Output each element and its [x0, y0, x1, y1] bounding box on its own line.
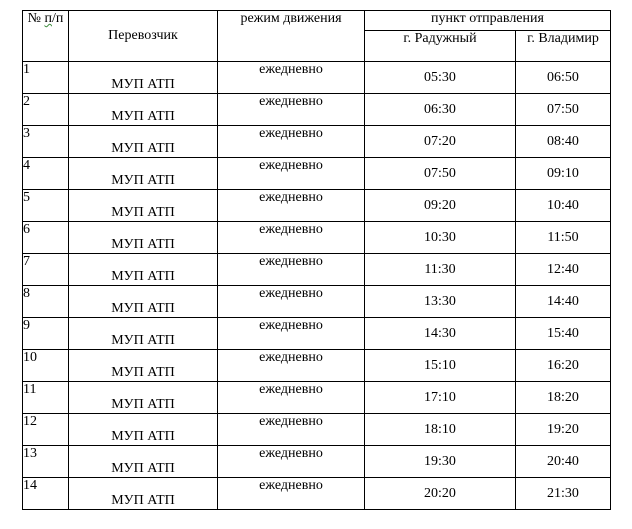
carrier-cell: МУП АТП: [69, 94, 218, 126]
departure-vladimir-cell: 09:10: [516, 158, 611, 190]
departure-raduzhny-cell: 10:30: [365, 222, 516, 254]
mode-cell: ежедневно: [218, 414, 365, 446]
row-number: 12: [23, 414, 69, 446]
mode-cell: ежедневно: [218, 62, 365, 94]
mode-cell: ежедневно: [218, 478, 365, 510]
mode-cell: ежедневно: [218, 382, 365, 414]
table-row: [23, 158, 611, 190]
mode-cell: ежедневно: [218, 318, 365, 350]
departure-vladimir-cell: 07:50: [516, 94, 611, 126]
departure-raduzhny-cell: 07:50: [365, 158, 516, 190]
row-number: 11: [23, 382, 69, 414]
header-number-suffix: /п: [51, 11, 64, 26]
departure-vladimir-cell: 18:20: [516, 382, 611, 414]
departure-raduzhny-cell: 07:20: [365, 126, 516, 158]
table-row: [23, 62, 611, 94]
header-departure-group: пункт отправления: [365, 11, 611, 31]
row-number: 8: [23, 286, 69, 318]
mode-cell: ежедневно: [218, 126, 365, 158]
header-carrier: Перевозчик: [69, 11, 218, 62]
departure-vladimir-cell: 06:50: [516, 62, 611, 94]
header-number-prefix: №: [27, 11, 45, 26]
carrier-cell: МУП АТП: [69, 446, 218, 478]
row-number: 10: [23, 350, 69, 382]
departure-vladimir-cell: 14:40: [516, 286, 611, 318]
row-number: 6: [23, 222, 69, 254]
row-number: 2: [23, 94, 69, 126]
carrier-cell: МУП АТП: [69, 158, 218, 190]
table-row: [23, 382, 611, 414]
schedule-table: [22, 10, 611, 510]
table-row: [23, 478, 611, 510]
departure-vladimir-cell: 16:20: [516, 350, 611, 382]
carrier-cell: МУП АТП: [69, 190, 218, 222]
departure-vladimir-cell: 20:40: [516, 446, 611, 478]
carrier-cell: МУП АТП: [69, 254, 218, 286]
mode-cell: ежедневно: [218, 254, 365, 286]
header-from-raduzhny: г. Радужный: [365, 31, 516, 62]
table-body: [23, 62, 611, 510]
departure-vladimir-cell: 10:40: [516, 190, 611, 222]
departure-vladimir-cell: 12:40: [516, 254, 611, 286]
departure-raduzhny-cell: 06:30: [365, 94, 516, 126]
row-number: 7: [23, 254, 69, 286]
table-row: [23, 126, 611, 158]
table-row: [23, 286, 611, 318]
row-number: 1: [23, 62, 69, 94]
departure-raduzhny-cell: 11:30: [365, 254, 516, 286]
row-number: 4: [23, 158, 69, 190]
departure-raduzhny-cell: 17:10: [365, 382, 516, 414]
departure-vladimir-cell: 19:20: [516, 414, 611, 446]
table-header: [23, 11, 611, 62]
departure-vladimir-cell: 21:30: [516, 478, 611, 510]
carrier-cell: МУП АТП: [69, 382, 218, 414]
mode-cell: ежедневно: [218, 350, 365, 382]
row-number: 9: [23, 318, 69, 350]
table-row: [23, 190, 611, 222]
mode-cell: ежедневно: [218, 190, 365, 222]
table-row: [23, 222, 611, 254]
carrier-cell: МУП АТП: [69, 62, 218, 94]
row-number: 5: [23, 190, 69, 222]
carrier-cell: МУП АТП: [69, 126, 218, 158]
carrier-cell: МУП АТП: [69, 318, 218, 350]
carrier-cell: МУП АТП: [69, 478, 218, 510]
departure-vladimir-cell: 11:50: [516, 222, 611, 254]
departure-vladimir-cell: 08:40: [516, 126, 611, 158]
table-row: [23, 350, 611, 382]
carrier-cell: МУП АТП: [69, 414, 218, 446]
departure-raduzhny-cell: 18:10: [365, 414, 516, 446]
header-mode: режим движения: [218, 11, 365, 62]
header-number-mark: п: [44, 11, 52, 26]
mode-cell: ежедневно: [218, 446, 365, 478]
row-number: 13: [23, 446, 69, 478]
row-number: 3: [23, 126, 69, 158]
departure-raduzhny-cell: 14:30: [365, 318, 516, 350]
row-number: 14: [23, 478, 69, 510]
header-number: [23, 11, 69, 62]
departure-raduzhny-cell: 15:10: [365, 350, 516, 382]
mode-cell: ежедневно: [218, 222, 365, 254]
mode-cell: ежедневно: [218, 286, 365, 318]
departure-raduzhny-cell: 05:30: [365, 62, 516, 94]
table-row: [23, 446, 611, 478]
table-row: [23, 254, 611, 286]
header-from-vladimir: г. Владимир: [516, 31, 611, 62]
table-row: [23, 318, 611, 350]
mode-cell: ежедневно: [218, 158, 365, 190]
mode-cell: ежедневно: [218, 94, 365, 126]
carrier-cell: МУП АТП: [69, 286, 218, 318]
departure-raduzhny-cell: 19:30: [365, 446, 516, 478]
departure-raduzhny-cell: 20:20: [365, 478, 516, 510]
departure-raduzhny-cell: 09:20: [365, 190, 516, 222]
carrier-cell: МУП АТП: [69, 222, 218, 254]
carrier-cell: МУП АТП: [69, 350, 218, 382]
table-row: [23, 414, 611, 446]
table-row: [23, 94, 611, 126]
departure-raduzhny-cell: 13:30: [365, 286, 516, 318]
departure-vladimir-cell: 15:40: [516, 318, 611, 350]
